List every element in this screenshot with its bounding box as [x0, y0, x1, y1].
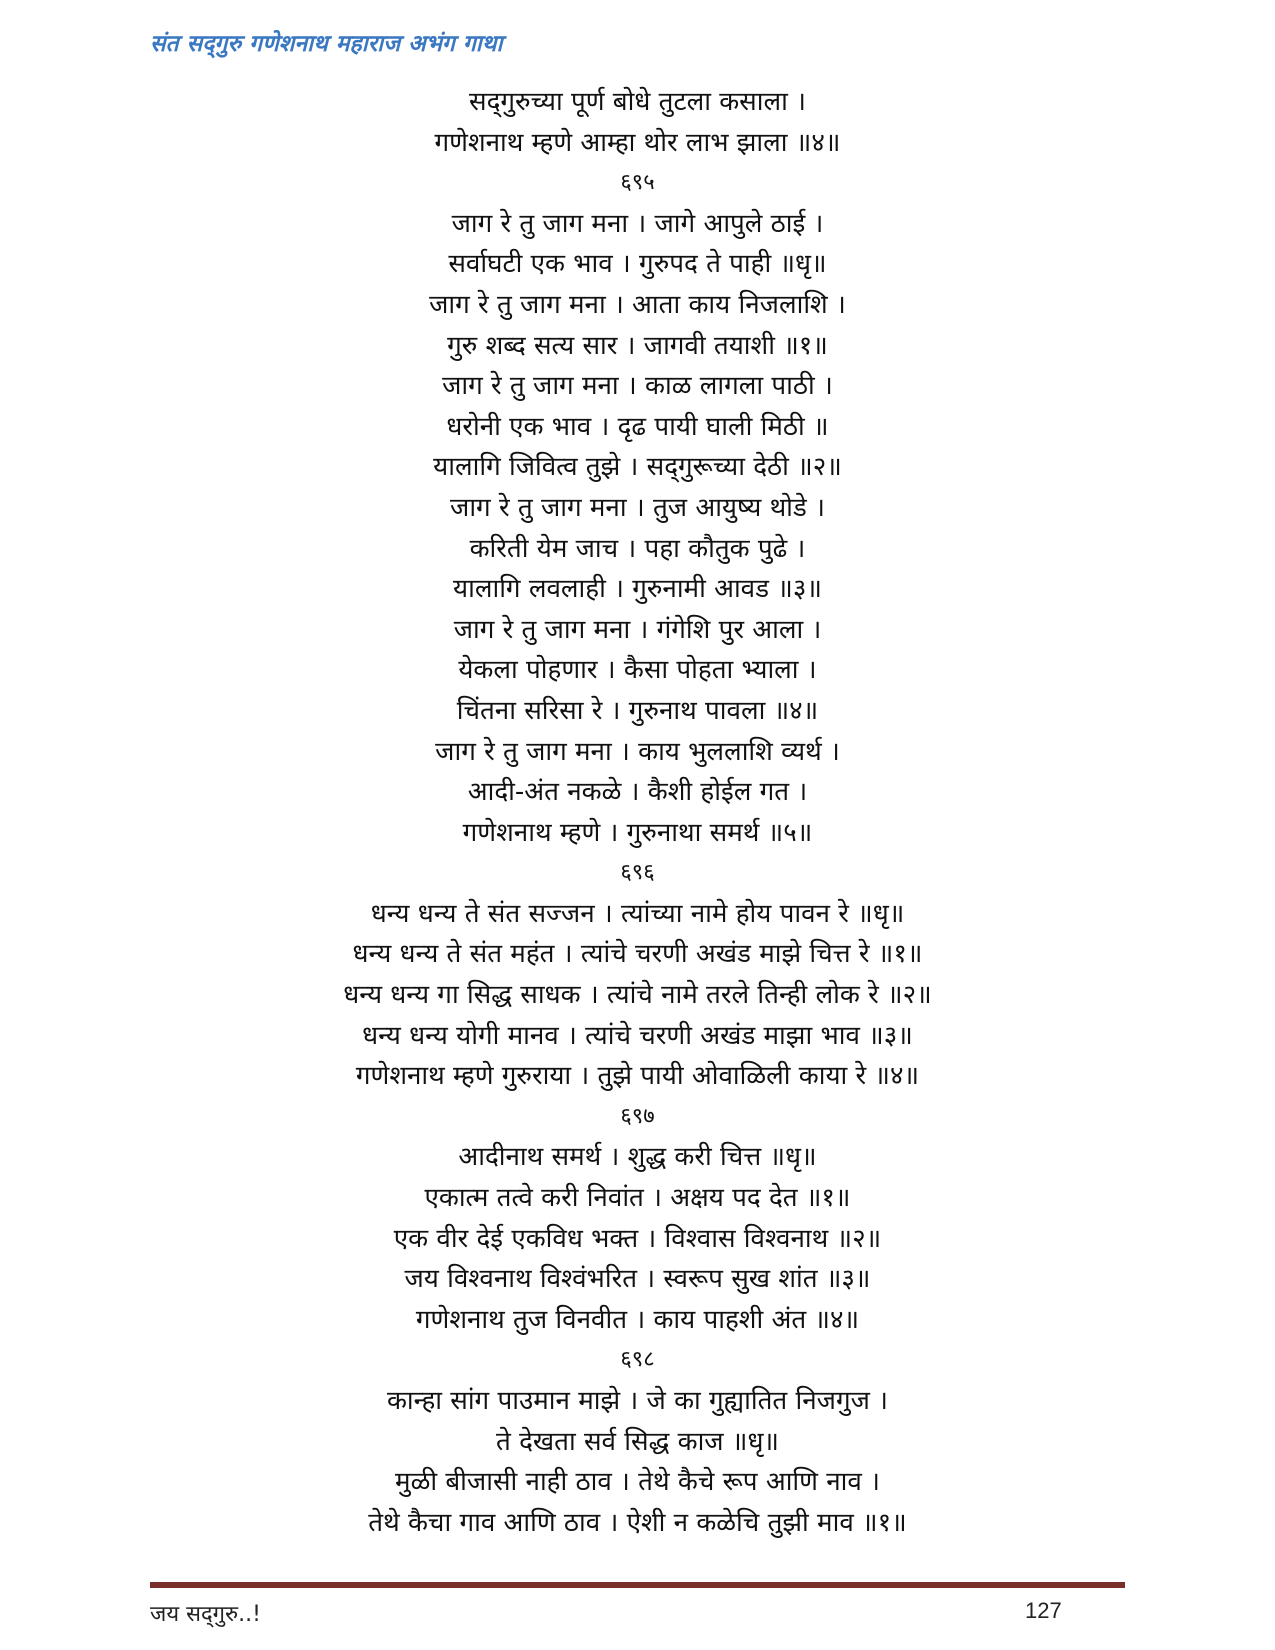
verse-line: धन्य धन्य ते संत सज्जन । त्यांच्या नामे होय पावन रे ॥धृ॥	[370, 898, 905, 929]
abhang-text	[150, 82, 1125, 1543]
verse-line: आदी-अंत नकळे । कैशी होईल गत ।	[467, 777, 808, 808]
verse-line: जाग रे तु जाग मना । जागे आपुले ठाई ।	[451, 208, 824, 239]
verse-line: कान्हा सांग पाउमान माझे । जे का गुह्यातित निजगुज ।	[386, 1386, 889, 1416]
verse-line: जाग रे तु जाग मना । आता काय निजलाशि ।	[429, 289, 846, 320]
verse-line: जय विश्वनाथ विश्वंभरित । स्वरूप सुख शांत ॥३॥	[404, 1264, 871, 1295]
footer-salutation: जय सद्‌गुरु..!	[150, 1602, 261, 1627]
verse-line: येकला पोहणार । कैसा पोहता भ्याला ।	[458, 655, 817, 686]
abhang-number: ६९७	[620, 1103, 655, 1129]
verse-line: गणेशनाथ म्हणे । गुरुनाथा समर्थ ॥५॥	[462, 817, 813, 848]
running-header: संत सद्‌गुरु गणेशनाथ महाराज अभंग गाथा	[150, 31, 503, 57]
verse-line: ते देखता सर्व सिद्ध काज ॥धृ॥	[495, 1426, 780, 1457]
verse-line: धन्य धन्य योगी मानव । त्यांचे चरणी अखंड माझा भाव ॥३॥	[362, 1020, 913, 1051]
verse-line: जाग रे तु जाग मना । गंगेशि पुर आला ।	[453, 614, 822, 645]
abhang-number: ६९५	[620, 170, 655, 196]
verse-line: गणेशनाथ म्हणे गुरुराया । तुझे पायी ओवाळिली काया रे ॥४॥	[355, 1061, 920, 1092]
verse-line: एक वीर देई एकविध भक्त । विश्वास विश्वनाथ ॥२॥	[393, 1223, 882, 1254]
verse-line: गणेशनाथ म्हणे आम्हा थोर लाभ झाला ॥४॥	[434, 127, 841, 158]
verse-line: धन्य धन्य ते संत महंत । त्यांचे चरणी अखंड माझे चित्त रे ॥१॥	[352, 939, 923, 970]
page-number: 127	[1025, 1598, 1062, 1623]
verse-line: जाग रे तु जाग मना । तुज आयुष्य थोडे ।	[450, 492, 825, 523]
verse-line: सर्वाघटी एक भाव । गुरुपद ते पाही ॥धृ॥	[448, 249, 827, 280]
verse-line: सद्‌गुरुच्या पूर्ण बोधे तुटला कसाला ।	[469, 87, 806, 117]
verse-line: धरोनी एक भाव । दृढ पायी घाली मिठी ॥	[446, 411, 829, 442]
verse-line: करिती येम जाच । पहा कौतुक पुढे ।	[469, 533, 806, 564]
verse-line: यालागि लवलाही । गुरुनामी आवड ॥३॥	[453, 574, 822, 605]
verse-line: चिंतना सरिसा रे । गुरुनाथ पावला ॥४॥	[456, 695, 819, 726]
abhang-number: ६९८	[620, 1347, 655, 1373]
verse-line: तेथे कैचा गाव आणि ठाव । ऐशी न कळेचि तुझी माव ॥१॥	[368, 1507, 907, 1538]
footer-divider	[150, 1582, 1125, 1588]
verse-line: धन्य धन्य गा सिद्ध साधक । त्यांचे नामे तरले तिन्ही लोक रे ॥२॥	[343, 980, 932, 1011]
verse-line: जाग रे तु जाग मना । काय भुललाशि व्यर्थ ।	[435, 736, 840, 767]
verse-line: एकात्म तत्वे करी निवांत । अक्षय पद देत ॥१॥	[424, 1183, 851, 1214]
verse-line: यालागि जिवित्व तुझे । सद्‌गुरूच्या देठी ॥२॥	[433, 452, 842, 483]
verse-line: मुळी बीजासी नाही ठाव । तेथे कैचे रूप आणि नाव ।	[395, 1467, 880, 1498]
verse-line: गुरु शब्द सत्य सार । जागवी तयाशी ॥१॥	[447, 330, 828, 361]
verse-line: जाग रे तु जाग मना । काळ लागला पाठी ।	[442, 371, 833, 402]
verse-line: गणेशनाथ तुज विनवीत । काय पाहशी अंत ॥४॥	[415, 1304, 860, 1335]
abhang-number: ६९६	[620, 860, 655, 886]
verse-line: आदीनाथ समर्थ । शुद्ध करी चित्त ॥धृ॥	[458, 1142, 817, 1173]
